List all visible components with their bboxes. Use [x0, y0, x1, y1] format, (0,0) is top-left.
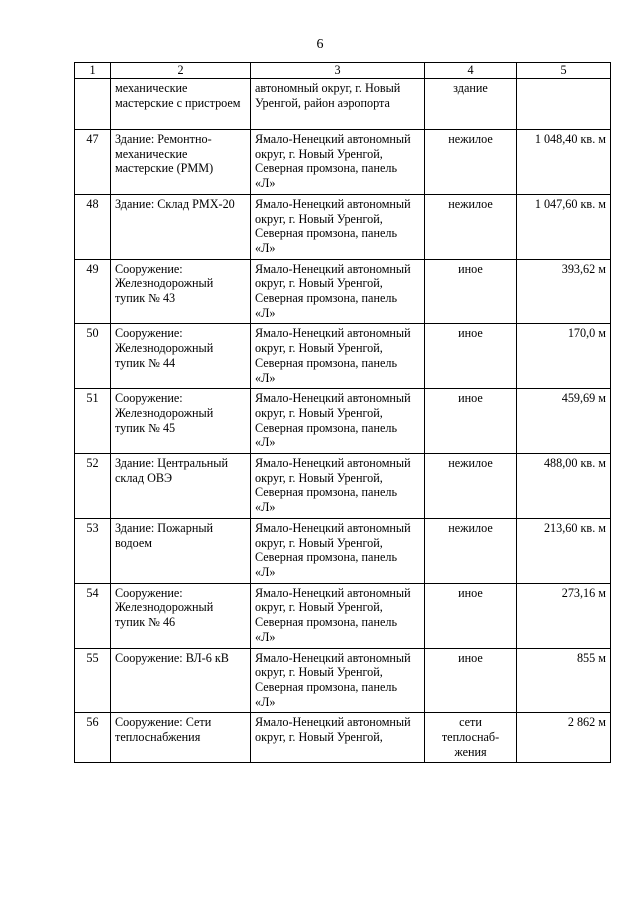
- object-name: Сооружение: Сети теплоснабжения: [111, 713, 251, 763]
- object-area: 273,16 м: [517, 583, 611, 648]
- page-number: 6: [316, 37, 324, 52]
- header-cell: 3: [251, 63, 425, 79]
- table-row: [75, 259, 611, 324]
- object-address: Ямало-Ненецкий автономный округ, г. Новый Уренгой,: [251, 713, 425, 763]
- object-type: нежилое: [425, 454, 517, 519]
- object-area: 488,00 кв. м: [517, 454, 611, 519]
- row-number: [75, 79, 111, 130]
- object-name: Сооружение: Железнодорожный тупик № 46: [111, 583, 251, 648]
- object-type: иное: [425, 389, 517, 454]
- table-row: [75, 713, 611, 763]
- row-number: 54: [75, 583, 111, 648]
- object-name: Здание: Ремонтно-механические мастерские (РММ): [111, 130, 251, 195]
- table-row: [75, 130, 611, 195]
- object-area: 1 047,60 кв. м: [517, 194, 611, 259]
- row-number: 53: [75, 518, 111, 583]
- property-table: [74, 62, 611, 763]
- row-number: 52: [75, 454, 111, 519]
- row-number: 50: [75, 324, 111, 389]
- table-row: [75, 194, 611, 259]
- table-row: [75, 583, 611, 648]
- object-type: нежилое: [425, 130, 517, 195]
- table-row: [75, 518, 611, 583]
- object-type: иное: [425, 324, 517, 389]
- header-cell: 5: [517, 63, 611, 79]
- row-number: 47: [75, 130, 111, 195]
- table-row: [75, 454, 611, 519]
- object-address: автономный округ, г. Новый Уренгой, район аэропорта: [251, 79, 425, 130]
- object-name: Здание: Центральный склад ОВЭ: [111, 454, 251, 519]
- object-address: Ямало-Ненецкий автономный округ, г. Новый Уренгой, Северная промзона, панель «Л»: [251, 259, 425, 324]
- table-row: [75, 324, 611, 389]
- object-type: иное: [425, 648, 517, 713]
- object-address: Ямало-Ненецкий автономный округ, г. Новый Уренгой, Северная промзона, панель «Л»: [251, 130, 425, 195]
- object-type: здание: [425, 79, 517, 130]
- object-address: Ямало-Ненецкий автономный округ, г. Новый Уренгой, Северная промзона, панель «Л»: [251, 518, 425, 583]
- object-address: Ямало-Ненецкий автономный округ, г. Новый Уренгой, Северная промзона, панель «Л»: [251, 194, 425, 259]
- table-row: [75, 79, 611, 130]
- row-number: 49: [75, 259, 111, 324]
- object-area: 2 862 м: [517, 713, 611, 763]
- object-name: Сооружение: ВЛ-6 кВ: [111, 648, 251, 713]
- object-name: механические мастерские с пристроем: [111, 79, 251, 130]
- object-type: иное: [425, 583, 517, 648]
- header-cell: 2: [111, 63, 251, 79]
- header-cell: 1: [75, 63, 111, 79]
- row-number: 48: [75, 194, 111, 259]
- object-name: Здание: Склад РМХ-20: [111, 194, 251, 259]
- object-address: Ямало-Ненецкий автономный округ, г. Новый Уренгой, Северная промзона, панель «Л»: [251, 648, 425, 713]
- object-type: сети теплоснаб-жения: [425, 713, 517, 763]
- object-type: нежилое: [425, 518, 517, 583]
- object-address: Ямало-Ненецкий автономный округ, г. Новый Уренгой, Северная промзона, панель «Л»: [251, 389, 425, 454]
- object-area: [517, 79, 611, 130]
- object-name: Сооружение: Железнодорожный тупик № 44: [111, 324, 251, 389]
- table-row: [75, 648, 611, 713]
- object-area: 459,69 м: [517, 389, 611, 454]
- row-number: 55: [75, 648, 111, 713]
- object-name: Сооружение: Железнодорожный тупик № 45: [111, 389, 251, 454]
- table-header-row: [75, 63, 611, 79]
- row-number: 51: [75, 389, 111, 454]
- table-row: [75, 389, 611, 454]
- object-type: иное: [425, 259, 517, 324]
- header-cell: 4: [425, 63, 517, 79]
- object-area: 393,62 м: [517, 259, 611, 324]
- object-area: 170,0 м: [517, 324, 611, 389]
- object-area: 855 м: [517, 648, 611, 713]
- object-type: нежилое: [425, 194, 517, 259]
- object-name: Здание: Пожарный водоем: [111, 518, 251, 583]
- object-area: 1 048,40 кв. м: [517, 130, 611, 195]
- object-address: Ямало-Ненецкий автономный округ, г. Новый Уренгой, Северная промзона, панель «Л»: [251, 324, 425, 389]
- object-address: Ямало-Ненецкий автономный округ, г. Новый Уренгой, Северная промзона, панель «Л»: [251, 583, 425, 648]
- object-address: Ямало-Ненецкий автономный округ, г. Новый Уренгой, Северная промзона, панель «Л»: [251, 454, 425, 519]
- row-number: 56: [75, 713, 111, 763]
- object-name: Сооружение: Железнодорожный тупик № 43: [111, 259, 251, 324]
- object-area: 213,60 кв. м: [517, 518, 611, 583]
